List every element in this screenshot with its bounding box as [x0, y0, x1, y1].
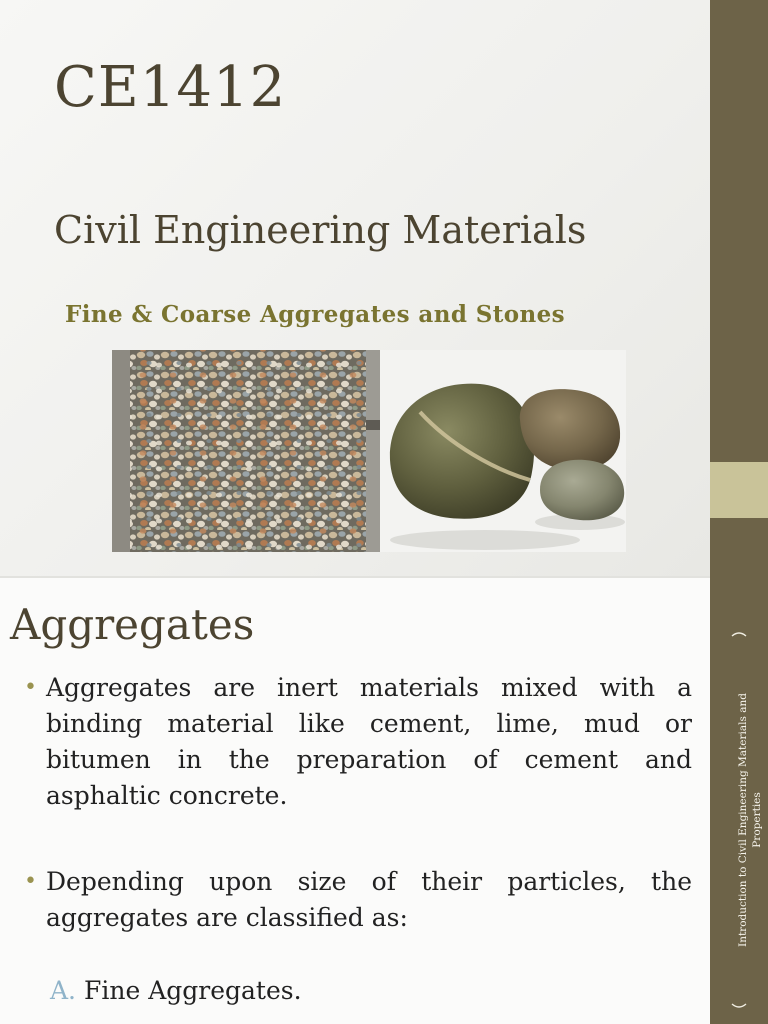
content-slide	[0, 578, 710, 1024]
boulders-image	[380, 350, 626, 552]
sub-list-label: Fine Aggregates.	[84, 976, 302, 1005]
sub-list-item	[50, 976, 302, 1005]
aggregate-slab-image	[112, 350, 380, 552]
course-code: CE1412	[54, 55, 287, 120]
slide-topic: Fine & Coarse Aggregates and Stones	[65, 301, 566, 328]
bullet-text: Depending upon size of their particles, the aggregates are classified as:	[46, 867, 692, 932]
slide-title: Aggregates	[10, 600, 255, 649]
bullet-item	[24, 864, 692, 936]
sidebar-footer-text	[712, 630, 766, 1010]
sidebar-line-2: Properties	[751, 792, 763, 848]
bullet-icon: •	[24, 869, 37, 894]
sub-list-marker: A.	[50, 976, 77, 1005]
bullet-text: Aggregates are inert materials mixed with a binding material like cement, lime, mud or bitumen in the preparation of cement and asphaltic concrete.	[46, 673, 692, 810]
sidebar-accent-block	[710, 462, 768, 518]
bullet-icon: •	[24, 675, 37, 700]
course-title: Civil Engineering Materials	[54, 208, 587, 252]
bullet-item	[24, 670, 692, 814]
sidebar-line-1: Introduction to Civil Engineering Materials and	[737, 693, 749, 947]
